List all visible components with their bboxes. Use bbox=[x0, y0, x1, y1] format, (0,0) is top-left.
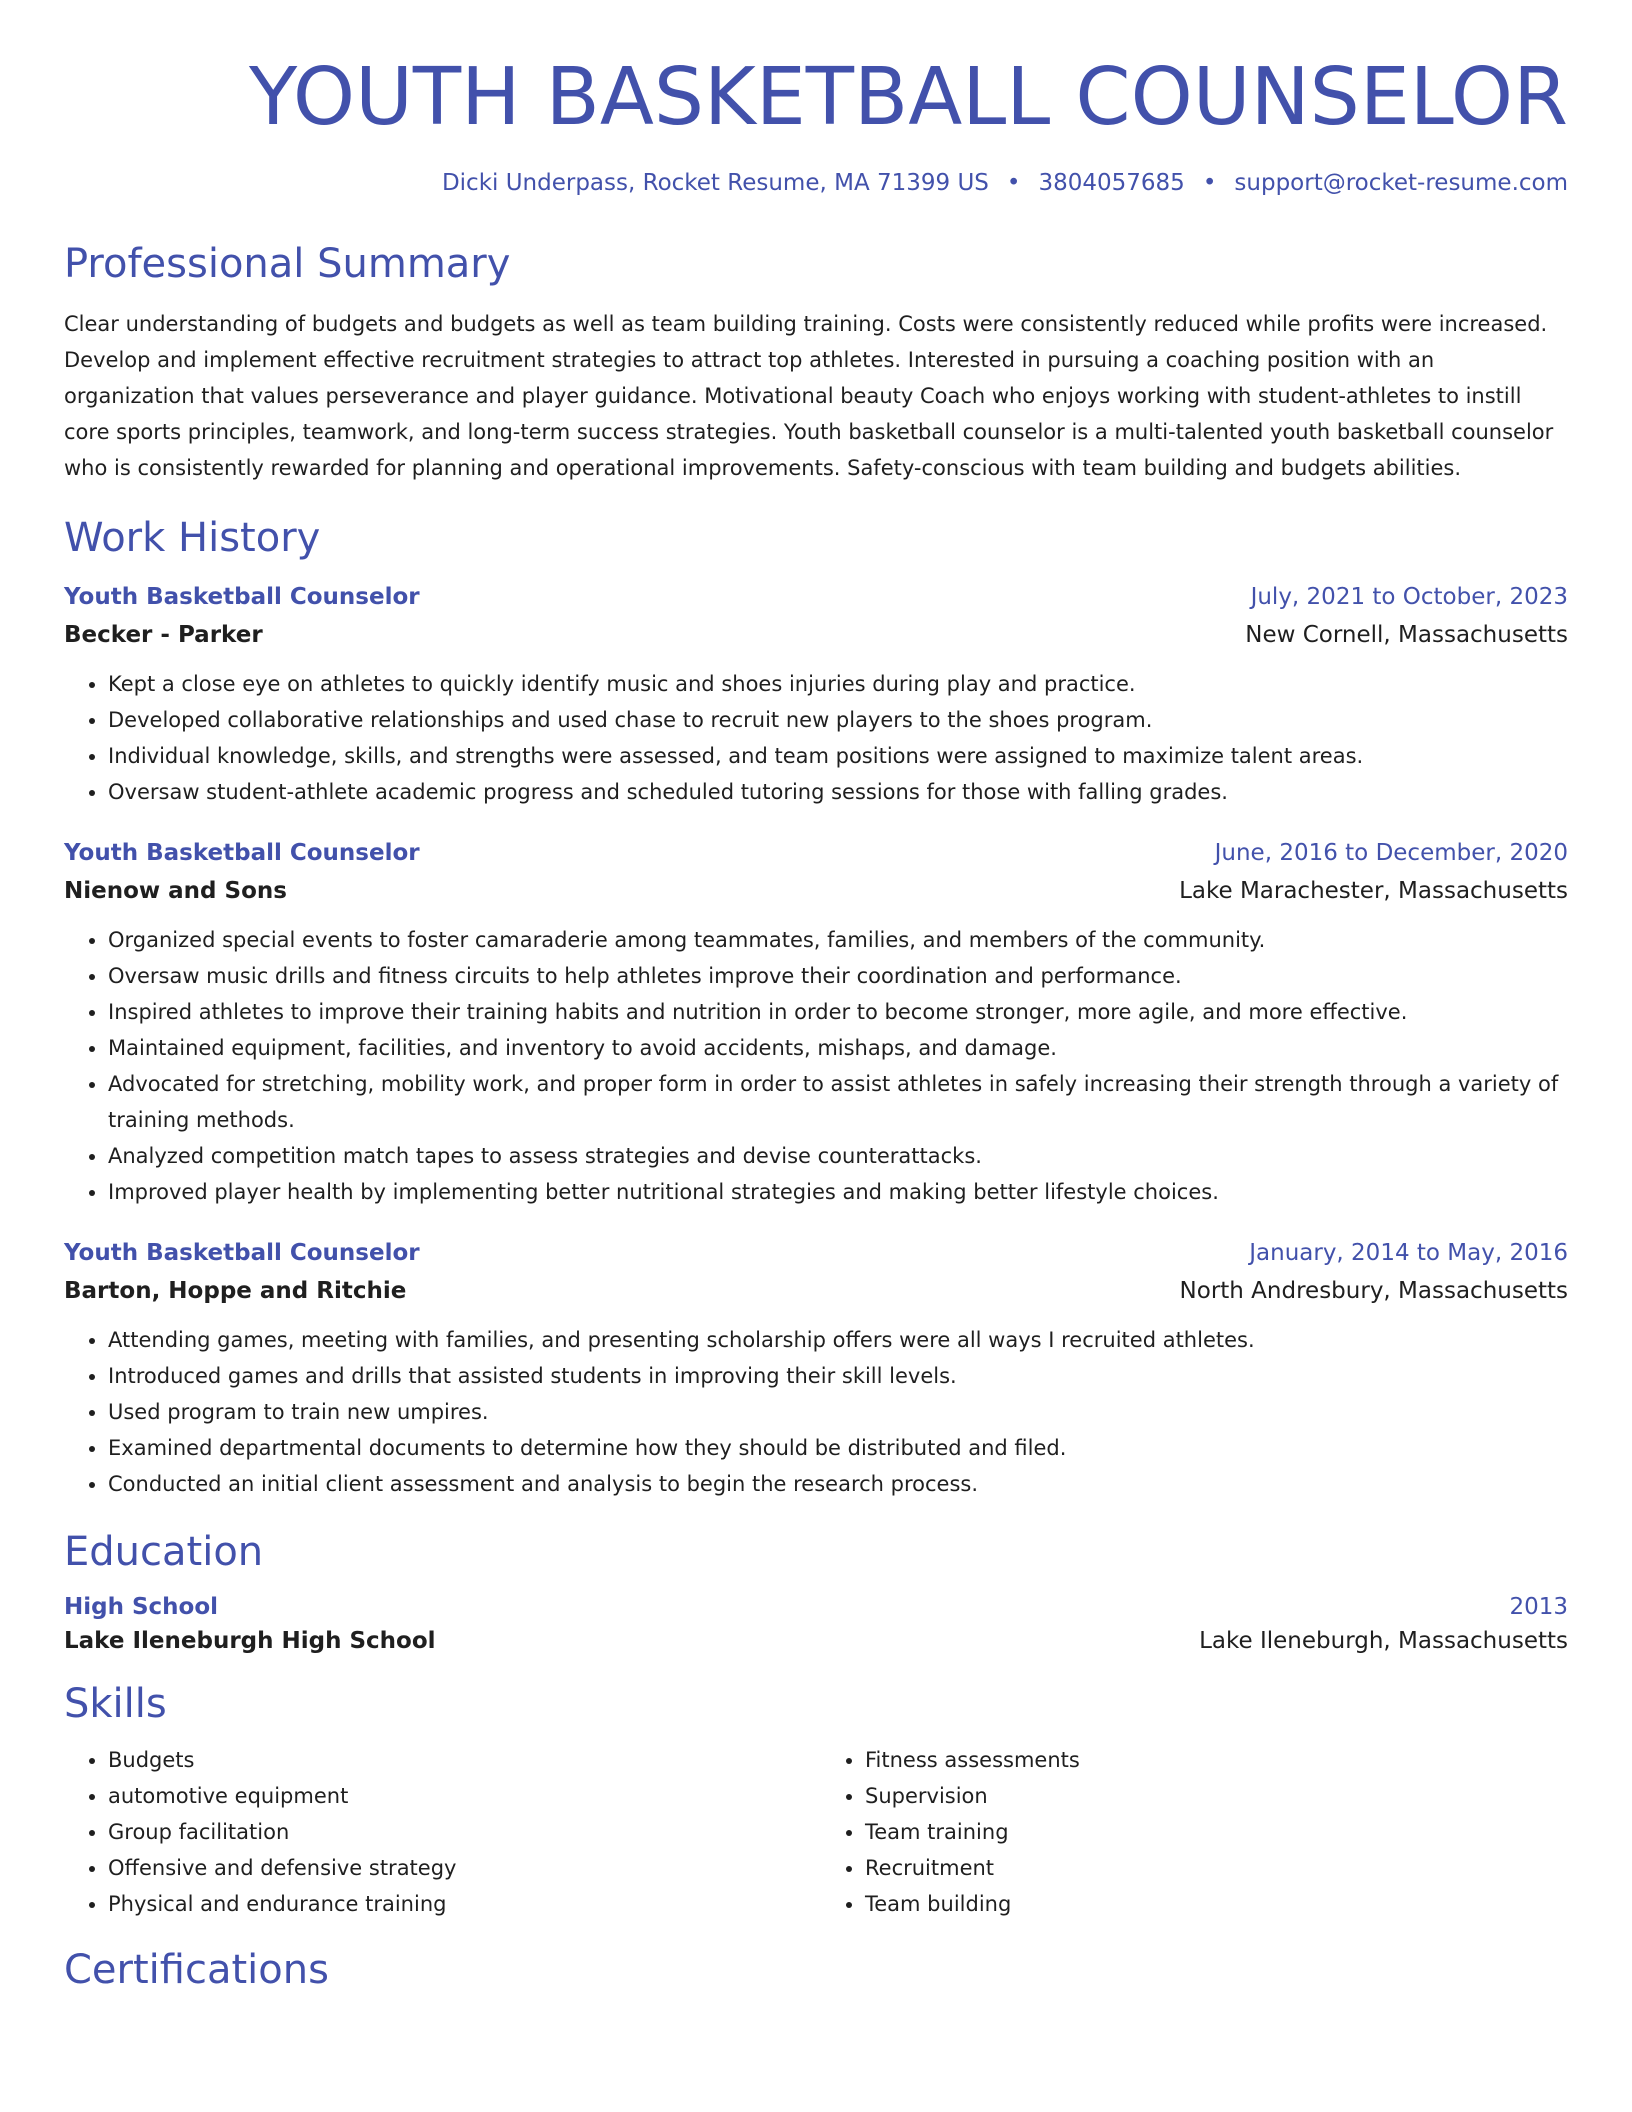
job-bullet: • Oversaw music drills and fitness circuits to help athletes improve their coordination and performance. bbox=[108, 958, 1568, 994]
certifications-heading: Certifications bbox=[64, 1947, 329, 1993]
job-bullet: • Inspired athletes to improve their training habits and nutrition in order to become stronger, more agile, and more effective. bbox=[108, 994, 1568, 1030]
contact-separator: • bbox=[1202, 170, 1217, 196]
job-location: New Cornell, Massachusetts bbox=[1245, 622, 1568, 648]
contact-address: Dicki Underpass, Rocket Resume, MA 71399 US bbox=[441, 170, 989, 196]
skill-item: • Team training bbox=[865, 1814, 1565, 1850]
education-heading: Education bbox=[64, 1529, 264, 1575]
job-company: Nienow and Sons bbox=[64, 878, 287, 904]
job-bullet: • Improved player health by implementing better nutritional strategies and making better lifestyle choices. bbox=[108, 1174, 1568, 1210]
job-dates: June, 2016 to December, 2020 bbox=[1214, 840, 1568, 866]
job-bullet: • Kept a close eye on athletes to quickly identify music and shoes injuries during play and practice. bbox=[108, 666, 1568, 702]
education-school: Lake Ileneburgh High School bbox=[64, 1628, 436, 1654]
education-degree: High School bbox=[64, 1594, 219, 1620]
job-bullets bbox=[64, 922, 1568, 1210]
job-title: Youth Basketball Counselor bbox=[64, 584, 420, 610]
contact-separator: • bbox=[1006, 170, 1021, 196]
summary-heading: Professional Summary bbox=[64, 241, 511, 287]
contact-line bbox=[64, 170, 1568, 196]
contact-phone: 3804057685 bbox=[1038, 170, 1185, 196]
summary-text: Clear understanding of budgets and budgets as well as team building training. Costs were consistently reduced while profits were increased. Develop and implement effective recruitment strategies to attract top athletes. Interested in pursuing a coaching position with an organization that values perseverance and player guidance. Motivational beauty Coach who enjoys working with student-athletes to instill core sports principles, teamwork, and long-term success strategies. Youth basketball counselor is a multi-talented youth basketball counselor who is consistently rewarded for planning and operational improvements. Safety-conscious with team building and budgets abilities. bbox=[64, 312, 1554, 480]
job-location: North Andresbury, Massachusetts bbox=[1179, 1278, 1568, 1304]
job-entry bbox=[64, 1240, 1568, 1502]
skills-list bbox=[64, 1742, 1568, 1922]
job-bullets bbox=[64, 1322, 1568, 1502]
skills-column-left bbox=[64, 1742, 808, 1922]
job-bullet: • Developed collaborative relationships and used chase to recruit new players to the shoes program. bbox=[108, 702, 1568, 738]
job-bullet: • Individual knowledge, skills, and strengths were assessed, and team positions were assigned to maximize talent areas. bbox=[108, 738, 1568, 774]
job-title: Youth Basketball Counselor bbox=[64, 840, 420, 866]
job-dates: January, 2014 to May, 2016 bbox=[1249, 1240, 1568, 1266]
skills-heading: Skills bbox=[64, 1681, 167, 1727]
skills-column-right bbox=[808, 1742, 1565, 1922]
skill-item: • Supervision bbox=[865, 1778, 1565, 1814]
job-bullet: • Conducted an initial client assessment and analysis to begin the research process. bbox=[108, 1466, 1568, 1502]
job-bullet: • Examined departmental documents to determine how they should be distributed and filed. bbox=[108, 1430, 1568, 1466]
education-location: Lake Ileneburgh, Massachusetts bbox=[1199, 1628, 1568, 1654]
job-location: Lake Marachester, Massachusetts bbox=[1179, 878, 1568, 904]
skill-item: • automotive equipment bbox=[108, 1778, 808, 1814]
education-entry bbox=[64, 1594, 1568, 1654]
job-bullet: • Analyzed competition match tapes to assess strategies and devise counterattacks. bbox=[108, 1138, 1568, 1174]
work-history-heading: Work History bbox=[64, 515, 321, 561]
skill-item: • Fitness assessments bbox=[865, 1742, 1565, 1778]
resume-page bbox=[64, 0, 1568, 1994]
job-bullet: • Advocated for stretching, mobility work, and proper form in order to assist athletes in safely increasing their strength through a variety of training methods. bbox=[108, 1066, 1568, 1138]
job-bullets bbox=[64, 666, 1568, 810]
job-bullet: • Introduced games and drills that assisted students in improving their skill levels. bbox=[108, 1358, 1568, 1394]
job-company: Becker - Parker bbox=[64, 622, 263, 648]
contact-email: support@rocket-resume.com bbox=[1234, 170, 1568, 196]
job-entry bbox=[64, 584, 1568, 810]
job-title: Youth Basketball Counselor bbox=[64, 1240, 420, 1266]
resume-name: YOUTH BASKETBALL COUNSELOR bbox=[248, 51, 1568, 143]
skill-item: • Team building bbox=[865, 1886, 1565, 1922]
job-bullet: • Used program to train new umpires. bbox=[108, 1394, 1568, 1430]
job-bullet: • Maintained equipment, facilities, and inventory to avoid accidents, mishaps, and damage. bbox=[108, 1030, 1568, 1066]
job-bullet: • Organized special events to foster camaraderie among teammates, families, and members of the community. bbox=[108, 922, 1568, 958]
job-dates: July, 2021 to October, 2023 bbox=[1250, 584, 1568, 610]
skill-item: • Group facilitation bbox=[108, 1814, 808, 1850]
job-bullet: • Oversaw student-athlete academic progress and scheduled tutoring sessions for those with falling grades. bbox=[108, 774, 1568, 810]
skill-item: • Physical and endurance training bbox=[108, 1886, 808, 1922]
job-company: Barton, Hoppe and Ritchie bbox=[64, 1278, 407, 1304]
skill-item: • Budgets bbox=[108, 1742, 808, 1778]
job-bullet: • Attending games, meeting with families, and presenting scholarship offers were all ways I recruited athletes. bbox=[108, 1322, 1568, 1358]
skill-item: • Offensive and defensive strategy bbox=[108, 1850, 808, 1886]
education-year: 2013 bbox=[1509, 1594, 1568, 1620]
job-entry bbox=[64, 840, 1568, 1210]
skill-item: • Recruitment bbox=[865, 1850, 1565, 1886]
